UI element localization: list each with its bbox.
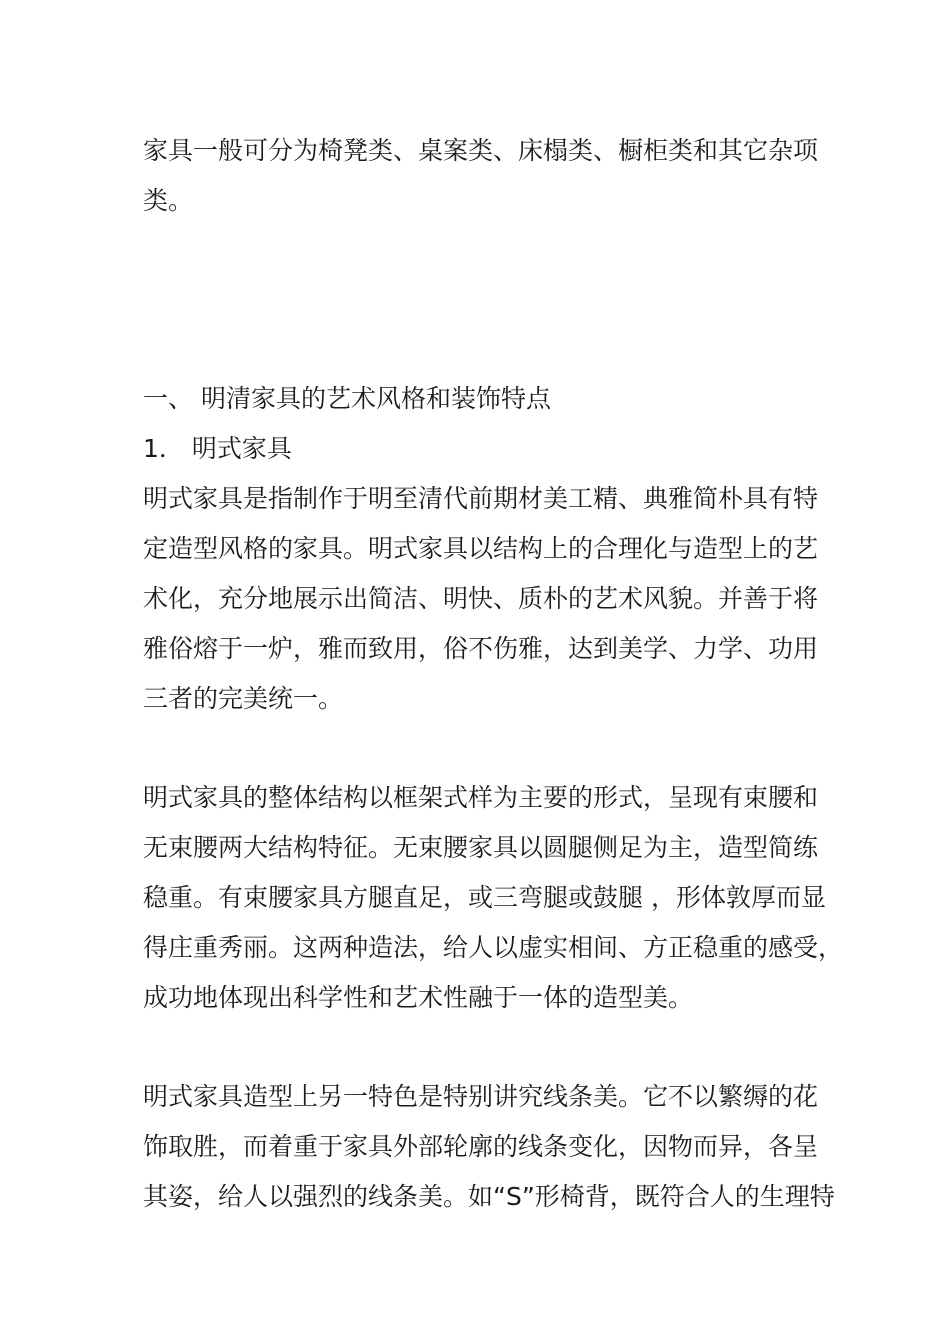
paragraph-2-line-3: 稳重。有束腰家具方腿直足，或三弯腿或鼓腿 ，形体敦厚而显 <box>143 883 826 912</box>
subsection-heading: 1． 明式家具 <box>143 434 292 463</box>
paragraph-2-line-1: 明式家具的整体结构以框架式样为主要的形式，呈现有束腰和 <box>143 783 819 812</box>
paragraph-3-line-3: 其姿，给人以强烈的线条美。如“S”形椅背，既符合人的生理特 <box>143 1182 835 1211</box>
paragraph-2-line-5: 成功地体现出科学性和艺术性融于一体的造型美。 <box>143 983 694 1012</box>
intro-line-1: 家具一般可分为椅凳类、桌案类、床榻类、橱柜类和其它杂项 <box>143 136 819 165</box>
paragraph-1-line-2: 定造型风格的家具。明式家具以结构上的合理化与造型上的艺 <box>143 534 819 563</box>
paragraph-2-line-2: 无束腰两大结构特征。无束腰家具以圆腿侧足为主，造型简练 <box>143 833 819 862</box>
paragraph-3-line-2: 饰取胜，而着重于家具外部轮廓的线条变化，因物而异，各呈 <box>143 1132 819 1161</box>
section-heading: 一、 明清家具的艺术风格和装饰特点 <box>143 384 551 413</box>
paragraph-1-line-4: 雅俗熔于一炉，雅而致用，俗不伤雅，达到美学、力学、功用 <box>143 634 819 663</box>
paragraph-2-line-4: 得庄重秀丽。这两种造法，给人以虚实相间、方正稳重的感受， <box>143 933 844 962</box>
intro-line-2: 类。 <box>143 186 194 215</box>
paragraph-1-line-1: 明式家具是指制作于明至清代前期材美工精、典雅简朴具有特 <box>143 484 819 513</box>
paragraph-1-line-3: 术化，充分地展示出简洁、明快、质朴的艺术风貌。并善于将 <box>143 584 819 613</box>
paragraph-1-line-5: 三者的完美统一。 <box>143 684 344 713</box>
paragraph-3-line-1: 明式家具造型上另一特色是特别讲究线条美。它不以繁缛的花 <box>143 1082 819 1111</box>
